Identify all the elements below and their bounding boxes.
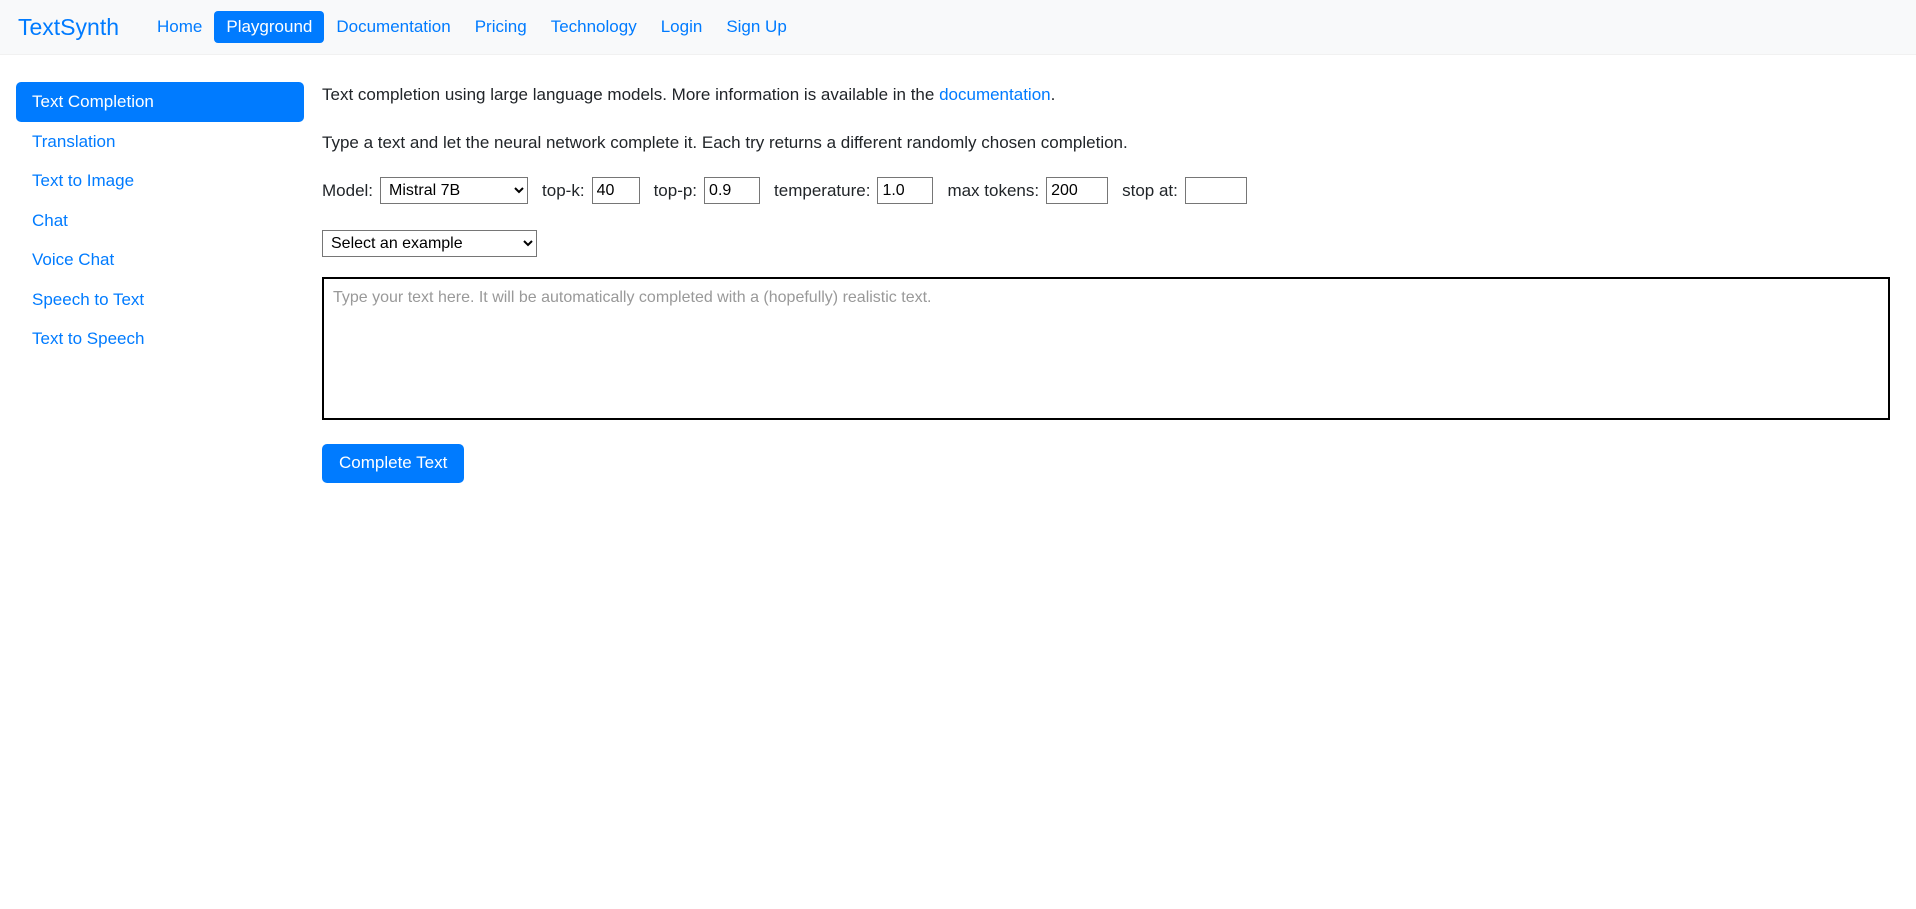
intro-text-suffix: . bbox=[1050, 85, 1056, 104]
main-content bbox=[304, 82, 1904, 483]
temperature-input[interactable] bbox=[877, 177, 933, 204]
prompt-textarea[interactable] bbox=[322, 277, 1890, 420]
nav-links bbox=[145, 11, 799, 44]
instructions-paragraph: Type a text and let the neural network complete it. Each try returns a different randomly chosen completion. bbox=[322, 132, 1128, 152]
complete-text-button[interactable]: Complete Text bbox=[322, 444, 464, 483]
sidebar-item-text-to-image[interactable]: Text to Image bbox=[32, 171, 135, 191]
sidebar-item-translation[interactable]: Translation bbox=[32, 131, 116, 151]
model-select[interactable] bbox=[380, 177, 528, 204]
intro-text-prefix: Text completion using large language models. More information is available in the bbox=[322, 85, 940, 104]
model-label: Model: bbox=[322, 180, 374, 200]
example-select[interactable] bbox=[322, 230, 537, 257]
page-body bbox=[0, 55, 1916, 483]
sidebar-item-text-completion[interactable]: Text Completion bbox=[16, 82, 304, 122]
max-tokens-input[interactable] bbox=[1046, 177, 1108, 204]
sidebar-item-text-to-speech[interactable]: Text to Speech bbox=[32, 329, 145, 349]
sidebar-item-chat[interactable]: Chat bbox=[32, 210, 68, 230]
temperature-label: temperature: bbox=[774, 180, 871, 200]
topp-input[interactable] bbox=[704, 177, 760, 204]
nav-link-pricing[interactable]: Pricing bbox=[474, 16, 527, 36]
max-tokens-label: max tokens: bbox=[947, 180, 1040, 200]
parameters-row bbox=[322, 177, 1890, 204]
top-navbar bbox=[0, 0, 1916, 55]
topk-label: top-k: bbox=[542, 180, 585, 200]
topk-input[interactable] bbox=[592, 177, 640, 204]
nav-link-home[interactable]: Home bbox=[157, 16, 203, 36]
brand-logo[interactable]: TextSynth bbox=[18, 13, 119, 40]
nav-link-playground[interactable]: Playground bbox=[214, 11, 324, 44]
nav-link-documentation[interactable]: Documentation bbox=[336, 16, 451, 36]
nav-link-signup[interactable]: Sign Up bbox=[726, 16, 787, 36]
nav-link-technology[interactable]: Technology bbox=[550, 16, 637, 36]
sidebar bbox=[16, 82, 304, 483]
stop-at-input[interactable] bbox=[1185, 177, 1247, 204]
topp-label: top-p: bbox=[653, 180, 698, 200]
sidebar-item-speech-to-text[interactable]: Speech to Text bbox=[32, 289, 145, 309]
nav-link-login[interactable]: Login bbox=[660, 16, 703, 36]
sidebar-item-voice-chat[interactable]: Voice Chat bbox=[32, 250, 115, 270]
intro-paragraph bbox=[322, 82, 1890, 108]
documentation-link[interactable]: documentation bbox=[939, 85, 1051, 104]
example-row bbox=[322, 230, 1890, 257]
stop-at-label: stop at: bbox=[1122, 180, 1178, 200]
